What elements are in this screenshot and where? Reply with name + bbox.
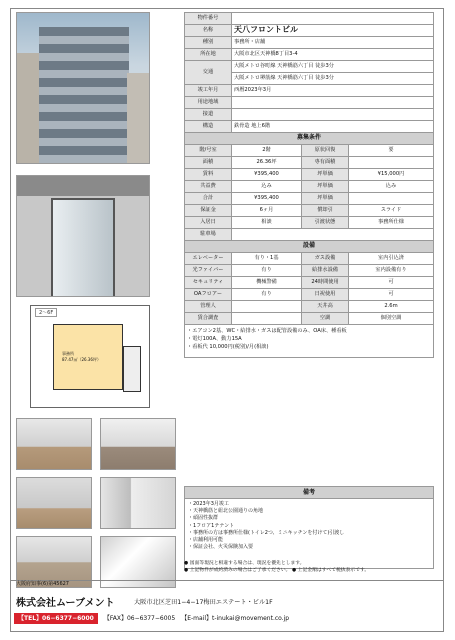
recruit-area: 26.36坪	[232, 157, 302, 169]
disclaimer-line: ● 図面等現況と相違する場合は、現況を優先とします。	[184, 561, 305, 566]
property-name: 天八フロントビル	[232, 25, 434, 37]
fac-value	[232, 313, 302, 325]
recruit-deposit: 6ヶ月	[232, 205, 302, 217]
fac-label: 給排水設備	[302, 265, 349, 277]
interior-photo	[16, 418, 92, 470]
recruit-total-unit	[349, 193, 434, 205]
fac-value: 可	[349, 289, 434, 301]
company-fax: 【FAX】06−6377−6005	[103, 615, 176, 622]
spec-table	[184, 12, 434, 358]
fac-value: 有り	[232, 289, 302, 301]
access-line-2: 大阪メトロ堺筋線 天神橋筋六丁目 徒歩3分	[232, 73, 434, 85]
remarks-box	[184, 499, 434, 569]
label-structure: 構造	[185, 121, 232, 133]
recruit-handover: 事務所仕様	[349, 217, 434, 229]
property-structure: 鉄骨造 地上6階	[232, 121, 434, 133]
recruit-common: 込み	[232, 181, 302, 193]
remark-item: ・頑固性抜群	[188, 515, 219, 522]
disclaimer-line: ● 上記物件が成約済みの場合はご了承ください。 ● 上記金額はすべて税抜表示です。	[184, 568, 370, 573]
recruit-move-in: 相談	[232, 217, 302, 229]
fac-label: 賃合調査	[185, 313, 232, 325]
floorplan-room-text: 事務所 87.47㎡（26.36坪）	[62, 351, 101, 362]
property-road	[232, 109, 434, 121]
label-road: 接道	[185, 109, 232, 121]
recruit-parking	[232, 229, 434, 241]
property-built: 西暦2023年3月	[232, 85, 434, 97]
label-total-unit: 坪単価	[302, 193, 349, 205]
recruit-office-area	[349, 157, 434, 169]
fac-label: 空調	[302, 313, 349, 325]
remarks-section	[184, 486, 434, 569]
label-depreciation: 償却引	[302, 205, 349, 217]
label-floor: 階/号室	[185, 145, 232, 157]
disclaimer	[184, 560, 434, 574]
floorplan-room	[53, 324, 123, 390]
property-zoning	[232, 97, 434, 109]
recruit-floor: 2階	[232, 145, 302, 157]
fac-value: 機械警備	[232, 277, 302, 289]
recruit-unit-price: ¥15,000円	[349, 169, 434, 181]
fac-value: 2.6m	[349, 301, 434, 313]
access-line-1: 大阪メトロ谷町線 天神橋筋六丁目 徒歩3分	[232, 61, 434, 73]
fac-value	[232, 301, 302, 313]
remark-item: ・2023年3月竣工	[188, 501, 229, 507]
label-total: 合計	[185, 193, 232, 205]
label-area: 面積	[185, 157, 232, 169]
company-contact	[10, 612, 444, 626]
label-type: 種別	[185, 37, 232, 49]
fac-label: 管理人	[185, 301, 232, 313]
label-restore: 原状回復	[302, 145, 349, 157]
section-recruit: 募集条件	[185, 133, 434, 145]
label-zoning: 用途地域	[185, 97, 232, 109]
remark-item: ・1フロア1テナント	[188, 522, 235, 529]
company-name: 株式会社ムーブメント	[16, 598, 115, 609]
label-deposit: 保証金	[185, 205, 232, 217]
remarks-header: 備考	[184, 486, 434, 499]
fac-label: セキュリティ	[185, 277, 232, 289]
remark-item: ・天神橋筋と紐北公園通りの角地	[188, 508, 264, 515]
fac-label: 24時間使用	[302, 277, 349, 289]
company-footer	[10, 580, 444, 632]
fac-value: 個別空調	[349, 313, 434, 325]
remark-item: ・事務所の方は事務所仕様(トイレ2つ、ミニキッチンを付けて)引渡し	[188, 529, 345, 536]
label-common: 共益費	[185, 181, 232, 193]
property-address: 大阪市北区天神橋8丁目3-4	[232, 49, 434, 61]
company-license: 大阪府知事(6)第45627	[16, 581, 69, 587]
recruit-total: ¥395,400	[232, 193, 302, 205]
remark-item: ・保証会社、火災保険加入要	[188, 544, 254, 551]
fac-label: 日祝使用	[302, 289, 349, 301]
value-number	[232, 13, 434, 25]
fac-label: エレベーター	[185, 253, 232, 265]
fac-label: 天井高	[302, 301, 349, 313]
company-address: 大阪市北区芝田1−4−17梅田エステート・ビル1F	[134, 599, 273, 606]
facility-note: ・電灯100A、動力15A	[187, 336, 242, 342]
interior-photo	[100, 477, 176, 529]
label-move-in: 入居日	[185, 217, 232, 229]
label-rent: 賃料	[185, 169, 232, 181]
interior-photo	[16, 477, 92, 529]
section-facilities: 設備	[185, 241, 434, 253]
floor-plan	[30, 305, 150, 408]
fac-label: 光ファイバー	[185, 265, 232, 277]
floorplan-core	[123, 346, 141, 392]
label-unit-price: 坪単価	[302, 169, 349, 181]
recruit-depreciation: スライド	[349, 205, 434, 217]
label-number: 物件番号	[185, 13, 232, 25]
property-type: 事務所・店舗	[232, 37, 434, 49]
fac-value: 有り	[232, 265, 302, 277]
fac-label: ガス設備	[302, 253, 349, 265]
label-address: 所在地	[185, 49, 232, 61]
company-email[interactable]: 【E-mail】t-inukai@movement.co.jp	[181, 615, 290, 622]
label-common-unit: 坪単価	[302, 181, 349, 193]
label-built: 竣工年月	[185, 85, 232, 97]
label-parking: 駐車場	[185, 229, 232, 241]
fac-value: 室内設備有り	[349, 265, 434, 277]
fac-label: OAフロアー	[185, 289, 232, 301]
floorplan-tag: 2～6F	[35, 308, 57, 317]
fac-value: 有り・1基	[232, 253, 302, 265]
label-handover: 引渡状態	[302, 217, 349, 229]
recruit-rent: ¥395,400	[232, 169, 302, 181]
facility-note: ・エアコン2基、WC・給排水・ガスは配管設備のみ、OA床、種看板	[187, 328, 347, 334]
fac-value: 室内引込済	[349, 253, 434, 265]
company-tel[interactable]: 【TEL】06−6377−6000	[14, 613, 98, 624]
building-photo	[16, 12, 150, 164]
recruit-common-unit: 込み	[349, 181, 434, 193]
remark-item: ・店舗利用可能	[188, 537, 224, 544]
entrance-photo	[16, 175, 150, 297]
facility-notes	[185, 325, 434, 358]
fac-value: 可	[349, 277, 434, 289]
label-office-area: 専有面積	[302, 157, 349, 169]
facility-note: ・看板代 10,000円(税別)/月(相談)	[187, 344, 269, 350]
label-access: 交通	[185, 61, 232, 85]
label-name: 名称	[185, 25, 232, 37]
interior-photo	[100, 418, 176, 470]
recruit-restore: 要	[349, 145, 434, 157]
